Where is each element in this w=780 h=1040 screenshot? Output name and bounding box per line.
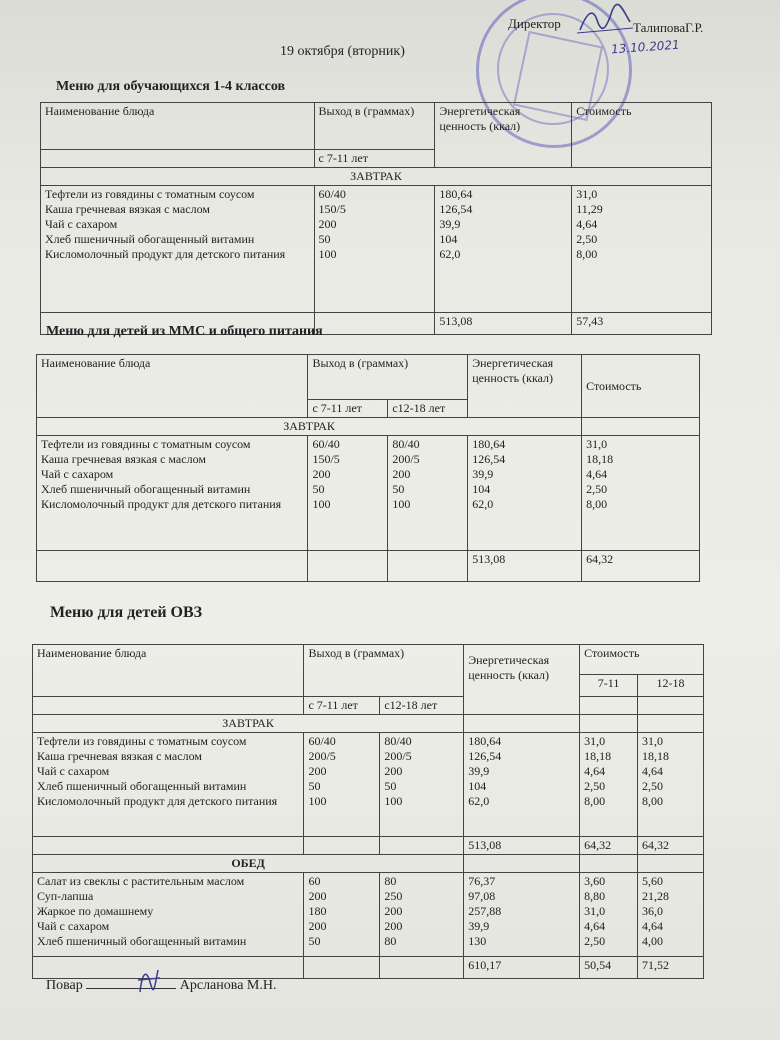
- cost-age1-header: 7-11: [580, 675, 638, 697]
- cost-age2-header: 12-18: [638, 675, 704, 697]
- section3-table: [32, 644, 704, 979]
- signature-date: 13.10.2021: [610, 37, 681, 57]
- age2-header: с12-18 лет: [380, 697, 464, 715]
- section1-table: [40, 102, 712, 335]
- col-yield-header: Выход в (граммах): [314, 103, 435, 150]
- section1-title: Меню для обучающихся 1-4 классов: [56, 79, 286, 94]
- meal-header-breakfast: ЗАВТРАК: [33, 715, 464, 733]
- col-yield-header: Выход в (граммах): [308, 355, 468, 400]
- col-name-header: Наименование блюда: [41, 103, 315, 150]
- director-label: Директор: [508, 16, 561, 31]
- total-energy: 513,08: [468, 551, 582, 582]
- cook-label: Повар: [46, 978, 83, 993]
- total-row: [33, 837, 704, 855]
- col-energy-header: Энергетическая ценность (ккал): [435, 103, 572, 168]
- age1-header: с 7-11 лет: [304, 697, 380, 715]
- table-row: Салат из свеклы с растительным маслом Суп-лапша Жаркое по домашнему Чай с сахаром Хлеб пшеничный обогащенный витамин 60 200 180 200 50 80 250 200 200 80 76,37 97,08 257,88 39,9 130 3,60 8,80 31,0 4,64 2,50 5,60 21,28 36,0 4,64 4,00: [33, 873, 704, 957]
- total-cost-12-18: 71,52: [638, 957, 704, 979]
- director-signature: [575, 2, 635, 36]
- age1-header: с 7-11 лет: [308, 400, 388, 418]
- col-energy-header: Энергетическая ценность (ккал): [464, 645, 580, 715]
- menu-date: 19 октября (вторник): [280, 44, 405, 59]
- meal-header-lunch: ОБЕД: [33, 855, 464, 873]
- section2-table: [36, 354, 700, 582]
- total-cost-7-11: 64,32: [580, 837, 638, 855]
- cook-name: Арсланова М.Н.: [179, 978, 277, 993]
- total-cost: 57,43: [572, 313, 712, 335]
- col-cost-header: Стоимость: [572, 103, 712, 168]
- total-row: [37, 551, 700, 582]
- table-row: Тефтели из говядины с томатным соусом Каша гречневая вязкая с маслом Чай с сахаром Хлеб пшеничный обогащенный витамин Кисломолочный продукт для детского питания 60/40 150/5 200 50 100 180,64 126,54 39,9 104 62,0 31,0 11,29 4,64 2,50 8,00: [41, 186, 712, 313]
- col-cost-header: Стоимость: [580, 645, 704, 675]
- table-row: Тефтели из говядины с томатным соусом Каша гречневая вязкая с маслом Чай с сахаром Хлеб пшеничный обогащенный витамин Кисломолочный продукт для детского питания 60/40 200/5 200 50 100 80/40 200/5 200 50 100 180,64 126,54 39,9 104 62,0 31,0 18,18 4,64 2,50 8,00 31,0 18,18 4,64 2,50 8,00: [33, 733, 704, 837]
- age-header: с 7-11 лет: [314, 150, 435, 168]
- meal-header: ЗАВТРАК: [41, 168, 712, 186]
- section3-title: Меню для детей ОВЗ: [50, 604, 203, 621]
- total-cost-12-18: 64,32: [638, 837, 704, 855]
- total-energy: 610,17: [464, 957, 580, 979]
- meal-header: ЗАВТРАК: [37, 418, 582, 436]
- director-name: ТалиповаГ.Р.: [633, 20, 704, 35]
- col-energy-header: Энергетическая ценность (ккал): [468, 355, 582, 418]
- age2-header: с12-18 лет: [388, 400, 468, 418]
- total-energy: 513,08: [435, 313, 572, 335]
- section2-title: Меню для детей из ММС и общего питания: [46, 324, 323, 339]
- cook-signature: [134, 962, 164, 996]
- col-yield-header: Выход в (граммах): [304, 645, 464, 697]
- col-name-header: Наименование блюда: [37, 355, 308, 418]
- col-cost-header: Стоимость: [582, 355, 700, 418]
- total-cost-7-11: 50,54: [580, 957, 638, 979]
- table-row: Тефтели из говядины с томатным соусом Каша гречневая вязкая с маслом Чай с сахаром Хлеб пшеничный обогащенный витамин Кисломолочный продукт для детского питания 60/40 150/5 200 50 100 80/40 200/5 200 50 100 180,64 126,54 39,9 104 62,0 31,0 18,18 4,64 2,50 8,00: [37, 436, 700, 551]
- col-name-header: Наименование блюда: [33, 645, 304, 697]
- total-energy: 513,08: [464, 837, 580, 855]
- total-cost: 64,32: [582, 551, 700, 582]
